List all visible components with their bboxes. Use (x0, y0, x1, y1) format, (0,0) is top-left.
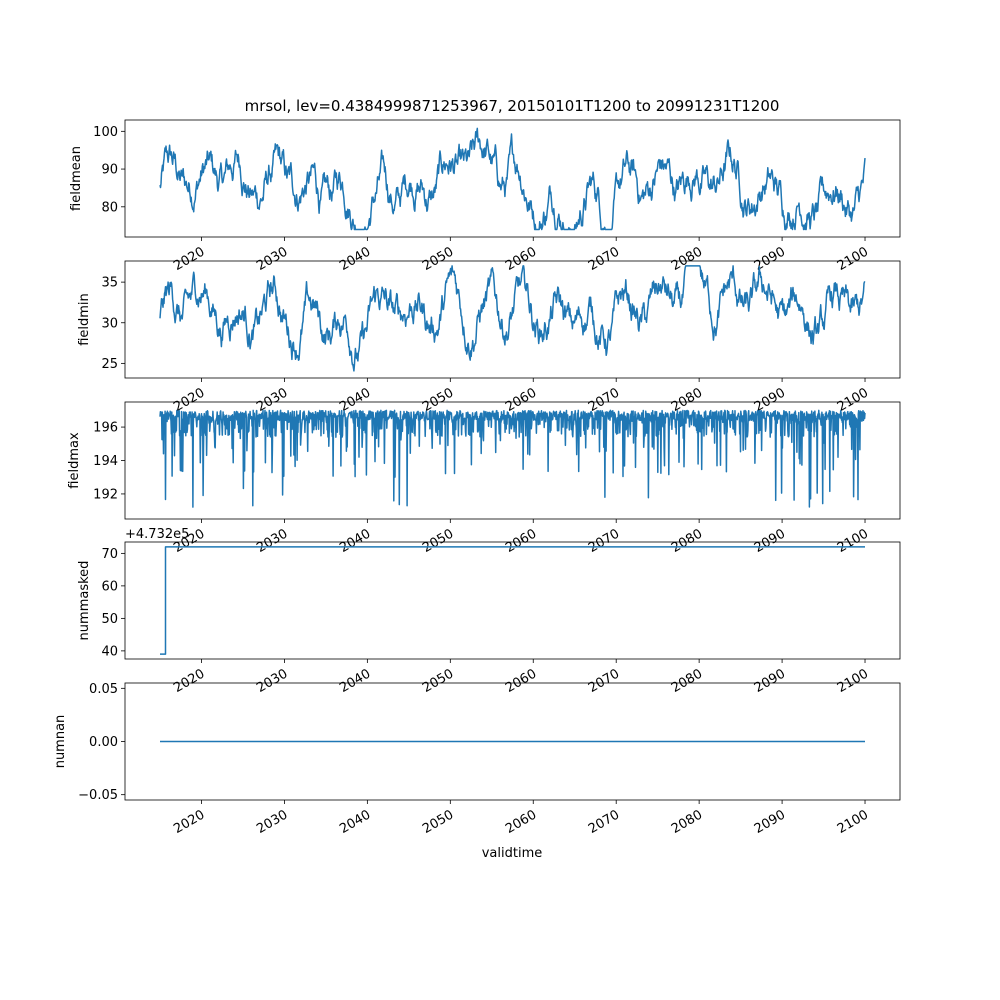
x-tick-label: 2060 (503, 526, 540, 557)
x-tick-label: 2030 (254, 666, 291, 697)
x-tick-label: 2060 (503, 385, 540, 416)
x-tick-label: 2040 (337, 526, 374, 557)
x-tick-label: 2030 (254, 244, 291, 275)
series-line-fieldmean (160, 128, 865, 229)
series-line-nummasked (160, 547, 865, 654)
x-tick-label: 2100 (834, 385, 872, 416)
y-axis-label: fieldmax (67, 432, 82, 489)
x-tick-label: 2100 (834, 526, 872, 557)
y-tick-label: 70 (101, 546, 118, 562)
x-tick-label: 2050 (420, 244, 457, 275)
x-tick-label: 2040 (337, 807, 374, 838)
x-tick-label: 2060 (503, 244, 540, 275)
y-tick-label: 80 (101, 200, 118, 216)
chart-title: mrsol, lev=0.4384999871253967, 20150101T1200 to 20991231T1200 (244, 97, 780, 115)
panel-numnan (53, 682, 900, 837)
x-tick-label: 2080 (668, 666, 706, 697)
y-tick-label: 100 (93, 124, 118, 140)
panel-fieldmax (67, 402, 900, 556)
x-tick-label: 2090 (751, 807, 789, 838)
x-tick-label: 2020 (171, 385, 208, 416)
x-tick-label: 2070 (586, 244, 623, 275)
panel-fieldmean (69, 120, 900, 274)
y-tick-label: 90 (101, 162, 118, 178)
panel-nummasked (77, 527, 900, 696)
x-tick-label: 2020 (171, 807, 208, 838)
x-tick-label: 2070 (586, 666, 623, 697)
x-tick-label: 2020 (171, 666, 208, 697)
y-tick-label: 0.05 (89, 681, 118, 697)
x-tick-label: 2060 (503, 666, 540, 697)
panels (53, 120, 900, 837)
x-tick-label: 2090 (751, 666, 789, 697)
x-tick-label: 2080 (668, 526, 706, 557)
x-tick-label: 2050 (420, 807, 457, 838)
x-tick-label: 2070 (586, 526, 623, 557)
x-tick-label: 2080 (668, 385, 706, 416)
x-tick-label: 2050 (420, 385, 457, 416)
y-axis-label: fieldmin (77, 293, 92, 346)
y-tick-label: 50 (101, 611, 118, 627)
y-tick-label: 35 (101, 275, 118, 291)
x-tick-label: 2100 (834, 666, 872, 697)
y-tick-label: 0.00 (89, 735, 118, 750)
panel-fieldmin (77, 261, 900, 415)
x-tick-label: 2070 (586, 807, 623, 838)
y-tick-label: −0.05 (78, 788, 118, 804)
y-tick-label: 194 (93, 454, 118, 469)
x-tick-label: 2060 (503, 807, 540, 838)
y-tick-label: 25 (101, 356, 118, 372)
y-axis-label: fieldmean (69, 146, 84, 211)
y-axis-label: numnan (53, 714, 68, 769)
y-tick-label: 196 (93, 420, 118, 436)
x-tick-label: 2090 (751, 244, 789, 275)
x-tick-label: 2080 (668, 244, 706, 275)
y-tick-label: 60 (101, 579, 118, 595)
axes-frame (125, 542, 900, 659)
x-axis-label: validtime (481, 846, 543, 861)
x-tick-label: 2050 (420, 526, 457, 557)
x-tick-label: 2100 (834, 807, 872, 838)
x-tick-label: 2070 (586, 385, 623, 416)
x-tick-label: 2030 (254, 807, 291, 838)
x-tick-label: 2100 (834, 244, 872, 275)
y-axis-label: nummasked (77, 560, 92, 641)
y-tick-label: 30 (101, 316, 118, 332)
x-tick-label: 2090 (751, 526, 789, 557)
x-tick-label: 2080 (668, 807, 706, 838)
series-line-fieldmax (160, 410, 865, 507)
y-offset-label: +4.732e5 (125, 527, 190, 542)
x-tick-label: 2040 (337, 385, 374, 416)
x-tick-label: 2090 (751, 385, 789, 416)
x-tick-label: 2020 (171, 526, 208, 557)
x-tick-label: 2040 (337, 244, 374, 275)
y-tick-label: 192 (93, 487, 118, 503)
x-tick-label: 2030 (254, 526, 291, 557)
y-tick-label: 40 (101, 644, 118, 660)
x-tick-label: 2030 (254, 385, 291, 416)
x-tick-label: 2050 (420, 666, 457, 697)
series-line-fieldmin (160, 266, 865, 371)
x-tick-label: 2020 (171, 244, 208, 275)
x-tick-label: 2040 (337, 666, 374, 697)
